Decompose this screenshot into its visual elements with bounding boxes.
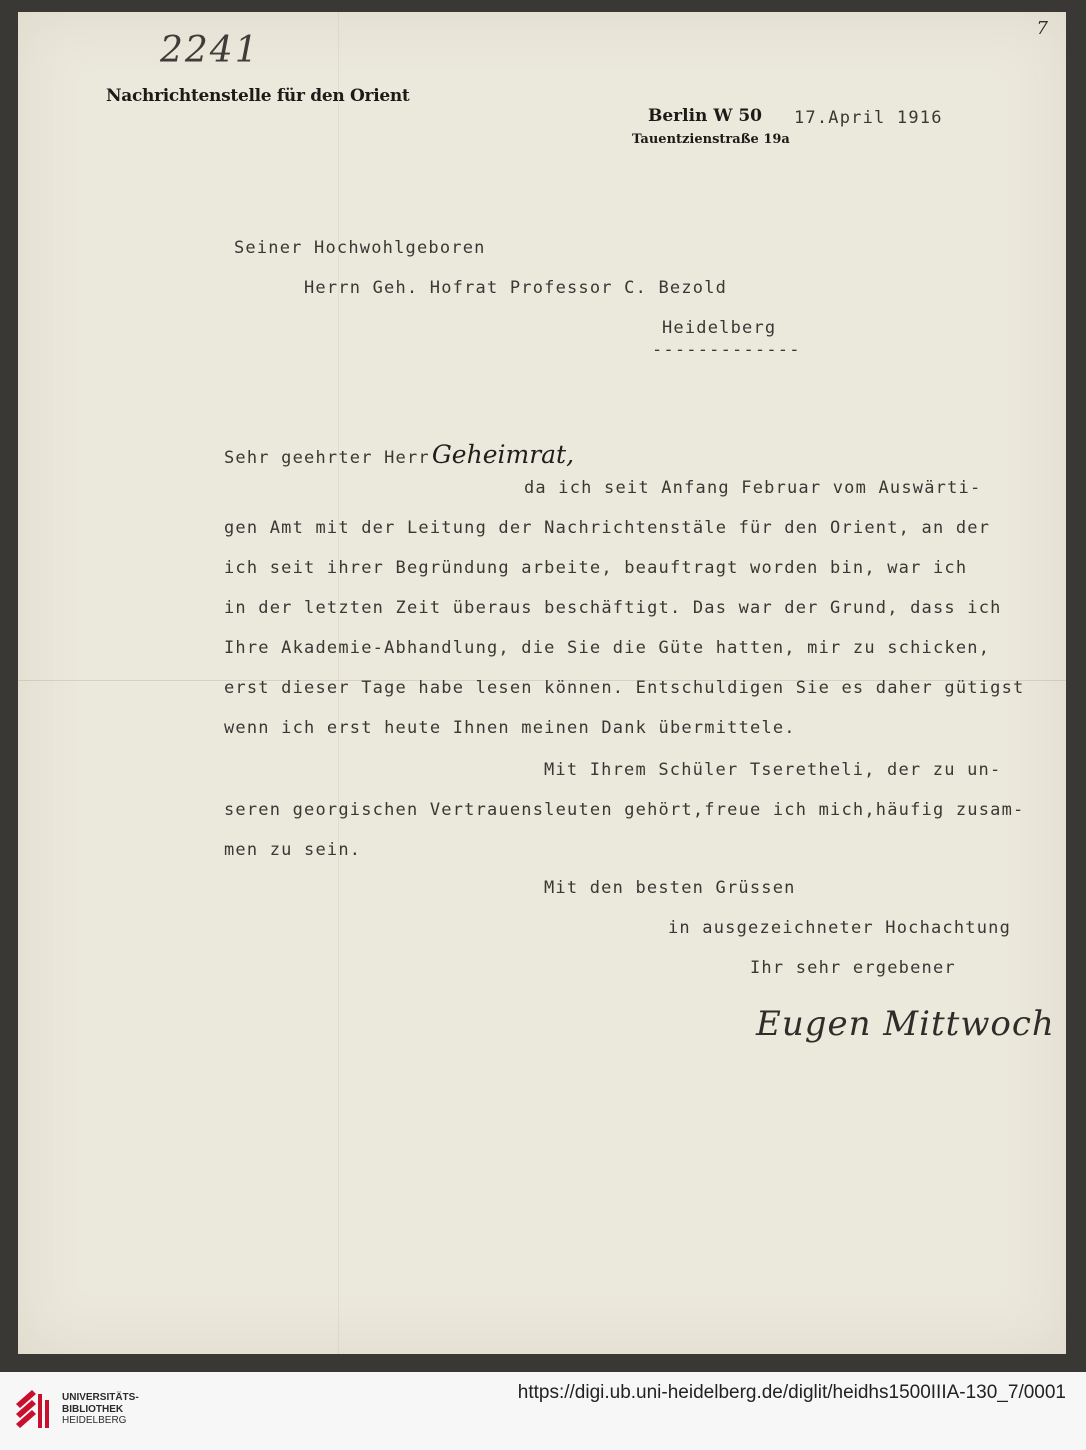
closing-line: Mit den besten Grüssen (544, 878, 796, 898)
folio-number: 7 (1036, 18, 1048, 39)
library-name-line: UNIVERSITÄTS- (62, 1392, 139, 1403)
letterhead-city: Berlin W 50 (648, 106, 763, 126)
signature: Eugen Mittwoch (756, 1004, 1055, 1044)
letter-date: 17.April 1916 (794, 108, 943, 128)
permalink-url[interactable]: https://digi.ub.uni-heidelberg.de/diglit/heidhs1500IIIA-130_7/0001 (517, 1382, 1066, 1403)
body-line: Mit Ihrem Schüler Tseretheli, der zu un- (544, 760, 1002, 780)
body-line: gen Amt mit der Leitung der Nachrichtenstäle für den Orient, an der (224, 518, 991, 538)
salutation-typed: Sehr geehrter Herr (224, 448, 430, 468)
closing-line: Ihr sehr ergebener (750, 958, 956, 978)
library-name-line: HEIDELBERG (62, 1415, 127, 1426)
body-line: wenn ich erst heute Ihnen meinen Dank übermittele. (224, 718, 796, 738)
letterhead-organization: Nachrichtenstelle für den Orient (106, 86, 410, 106)
salutation-handwritten: Geheimrat, (431, 440, 575, 469)
letter-page (18, 12, 1066, 1354)
body-line: men zu sein. (224, 840, 362, 860)
library-name (62, 1392, 139, 1427)
library-name-line: BIBLIOTHEK (62, 1403, 124, 1415)
address-city: Heidelberg (662, 318, 777, 338)
footer-bar (0, 1372, 1086, 1450)
salutation (224, 440, 574, 469)
address-underline: ------------- (652, 340, 801, 360)
library-logo-icon (12, 1384, 54, 1434)
body-line: Ihre Akademie-Abhandlung, die Sie die Güte hatten, mir zu schicken, (224, 638, 991, 658)
body-line: da ich seit Anfang Februar vom Auswärti- (524, 478, 982, 498)
body-line: erst dieser Tage habe lesen können. Entschuldigen Sie es daher gütigst (224, 678, 1025, 698)
closing-line: in ausgezeichneter Hochachtung (668, 918, 1012, 938)
address-line: Herrn Geh. Hofrat Professor C. Bezold (304, 278, 728, 298)
body-line: ich seit ihrer Begründung arbeite, beauftragt worden bin, war ich (224, 558, 968, 578)
body-line: in der letzten Zeit überaus beschäftigt. Das war der Grund, dass ich (224, 598, 1002, 618)
letterhead-street: Tauentzienstraße 19a (632, 132, 790, 147)
address-line: Seiner Hochwohlgeboren (234, 238, 486, 258)
body-line: seren georgischen Vertrauensleuten gehört,freue ich mich,häufig zusam- (224, 800, 1025, 820)
shelf-number: 2241 (160, 30, 260, 71)
